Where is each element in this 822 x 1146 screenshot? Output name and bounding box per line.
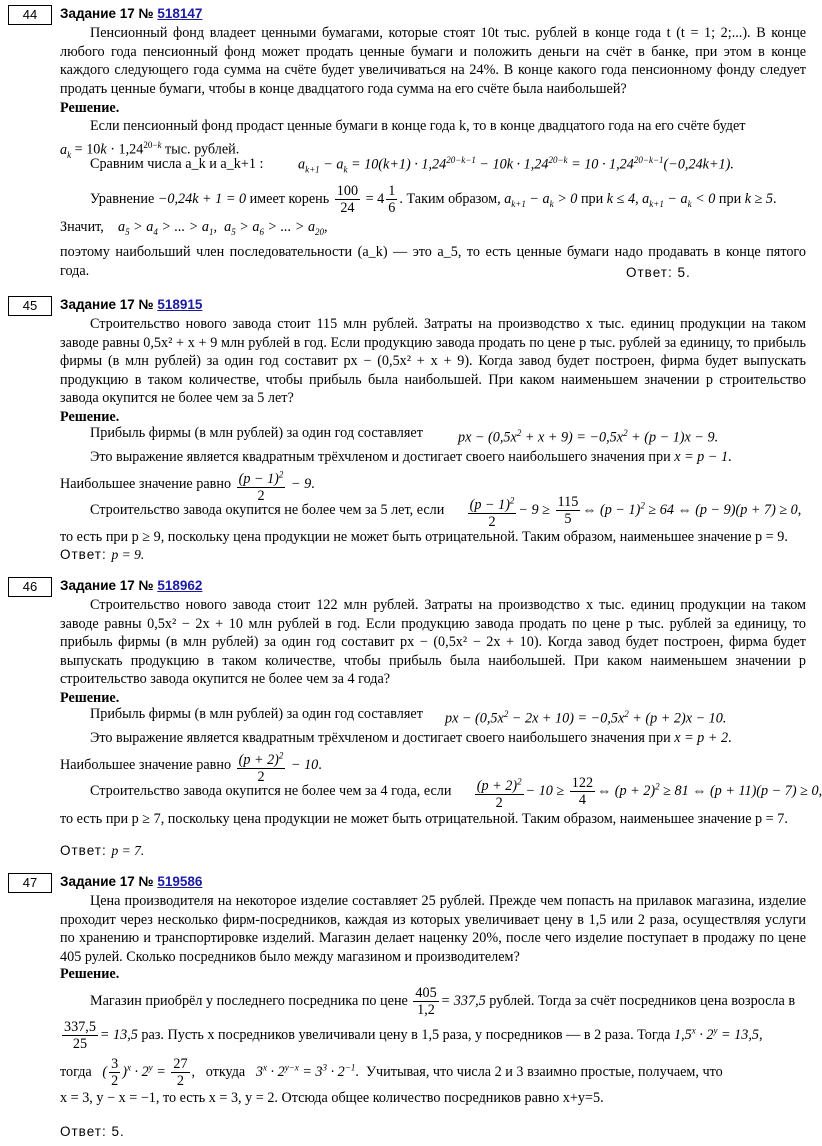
task-condition: Цена производителя на некоторое изделие составляет 25 рублей. Прежде чем попасть на прилавок магазина, изделие проходит через несколько фирм-посредников, каждая из которых увеличивает цену в 1,5 или 2 раза, осуществляя услуги по хранению и транспортировке изделий. Магазин делает наценку 20%, после чего изделие поступает в продажу по цене 405 рулей. Сколько посредников было между магазином и производителем? [60,893,806,965]
solution-line-3: тогда ( $\frac{3}{2}$ )$^x \cdot 2^y$ = $\frac{27}{2}$ , откуда $3^x \cdot 2^{y-x} = 3^3 \cdot 2^{-1}$. Учитывая, что числа 2 и 3 взаимно простые, получаем, что [60,1056,723,1089]
solution-line-1: Прибыль фирмы (в млн рублей) за один год составляет px − $(0,5x^2 - 2x + 10) = -0,5x^2 + (p + 2)x - 10$. [90,706,727,727]
task-condition: Строительство нового завода стоит 122 млн рублей. Затраты на производство x тыс. единиц продукции на таком заводе равны 0,5x² − 2x + 10 млн рублей в год. Если продукцию завода продать по цене p тыс. рублей за единицу, то прибыль фирмы (в млн рублей) за один год составит px − (0,5x² − 2x + 10). Когда завод будет построен, фирма будет выпускать продукцию в таком количестве, чтобы прибыль была наибольшей. При каком наименьшем значении p строительство завода окупится не более чем за 4 года? [60,597,806,687]
solution-line-5: то есть при p ≥ 9, поскольку цена продукции не может быть отрицательной. Таким образом, наименьшее значение p = 9. [60,529,788,545]
solution-line-6: поэтому наибольший член последовательности (a_k) — это a_5, то есть ценные бумаги надо продавать в конце пятого года. [60,244,806,279]
solution-line-1: Если пенсионный фонд продаст ценные бумаги в конце года k, то в конце двадцатого года на его счёте будет [90,118,746,134]
answer: Ответ: 5. [626,265,691,280]
task-id-link[interactable]: 519586 [157,874,203,889]
solution-label: Решение. [60,690,120,706]
task-condition: Строительство нового завода стоит 115 млн рублей. Затраты на производство x тыс. единиц продукции на таком заводе равны 0,5x² + x + 9 млн рублей в год. Если продукцию завода продать по цене p тыс. рублей за единицу, то прибыль фирмы (в млн рублей) за один год составит px − (0,5x² + x + 9). Когда завод будет построен, фирма будет выпускать продукцию в таком количестве, чтобы прибыль была наибольшей. При каком наименьшем значении p строительство завода окупится не более чем за 5 лет? [60,316,806,406]
solution-line-2: Это выражение является квадратным трёхчленом и достигает своего наибольшего значения при x = p + 2. [90,730,732,746]
task-condition: Пенсионный фонд владеет ценными бумагами, которые стоят 10t тыс. рублей в конце года t (t = 1; 2;...). В конце любого года пенсионный фонд может продать ценные бумаги и положить деньги на счёт в банке, при этом в конце каждого следующего года сумма на счёте будет увеличиваться на 24%. В конце какого года пенсионному фонду следует продать ценные бумаги, чтобы в конце двадцатого года сумма на его счёте была наибольшей? [60,25,806,97]
task-id-link[interactable]: 518962 [157,578,203,593]
task-id-link[interactable]: 518915 [157,297,203,312]
task-header: Задание 17 № 518962 [60,578,203,593]
answer: Ответ: 5. [60,1124,125,1139]
solution-line-1: Прибыль фирмы (в млн рублей) за один год составляет px − $(0,5x^2 + x + 9) = -0,5x^2 + (p - 1)x - 9$. [90,425,719,446]
solution-line-4: Уравнение −0,24k + 1 = 0 имеет корень $\frac{100}{24}$ = 4 $\frac{1}{6}$ . Таким образом, $a_{k+1} - a_k > 0$ при k ≤ 4, $a_{k+1} - a_k < 0$ при k ≥ 5. [90,183,777,216]
task-header: Задание 17 № 519586 [60,874,203,889]
solution-line-4: Строительство завода окупится не более чем за 5 лет, если $\frac{(p - 1)^2}{2}$ − 9 ≥ $\frac{115}{5}$ ⇔ $(p - 1)^2 \ge 64$ ⇔ (p − 9)(p + 7) ≥ 0, [90,492,801,530]
task-header: Задание 17 № 518147 [60,6,203,21]
solution-line-5: то есть при p ≥ 7, поскольку цена продукции не может быть отрицательной. Таким образом, наименьшее значение p = 7. [60,811,788,827]
task-number: 44 [8,5,52,25]
task-header: Задание 17 № 518915 [60,297,203,312]
solution-line-4: Строительство завода окупится не более чем за 4 года, если $\frac{(p + 2)^2}{2}$ − 10 ≥ $\frac{122}{4}$ ⇔ $(p + 2)^2 \ge 81$ ⇔ (p + 11)(p − 7) ≥ 0, [90,773,822,811]
solution-label: Решение. [60,100,120,116]
task-number: 46 [8,577,52,597]
task-number: 45 [8,296,52,316]
solution-line-2: $\frac{337,5}{25}$ = 13,5 раз. Пусть x посредников увеличивали цену в 1,5 раза, y посредников — в 2 раза. Тогда $1,5^x \cdot 2^y = 13,5$, [64,1019,763,1052]
solution-line-3: Сравним числа a_k и a_k+1 : [90,156,264,172]
solution-line-1: Магазин приобрёл у последнего посредника по цене $\frac{405}{1,2}$ = 337,5 рублей. Тогда за счёт посредников цена возросла в [90,985,796,1018]
solution-label: Решение. [60,409,120,425]
solution-line-2: Это выражение является квадратным трёхчленом и достигает своего наибольшего значения при x = p − 1. [90,449,732,465]
solution-label: Решение. [60,966,120,982]
task-number: 47 [8,873,52,893]
answer: Ответ: p = 9. [60,547,145,562]
formula-diff: $a_{k+1} - a_k = 10(k+1) \cdot 1,24^{20-k-1} - 10k \cdot 1,24^{20-k} = 10 \cdot 1,24^{20-k-1}(-0,24k+1)$. [298,155,734,175]
solution-line-5: Значит, $a_5 > a_4$ > ... > $a_1$, $a_5 > a_6$ > ... > $a_{20}$, [60,219,328,237]
solution-line-3: Наибольшее значение равно $\frac{(p + 2)^2}{2}$ − 10. [60,747,322,785]
solution-line-2: $a_k = 10k \cdot 1,24^{20-k}$ тыс. рублей. [60,140,240,160]
solution-line-3: Наибольшее значение равно $\frac{(p - 1)^2}{2}$ − 9. [60,466,315,504]
task-id-link[interactable]: 518147 [157,6,203,21]
answer: Ответ: p = 7. [60,843,145,858]
solution-line-4: x = 3, y − x = −1, то есть x = 3, y = 2. Отсюда общее количество посредников равно x+y=5. [60,1090,604,1106]
